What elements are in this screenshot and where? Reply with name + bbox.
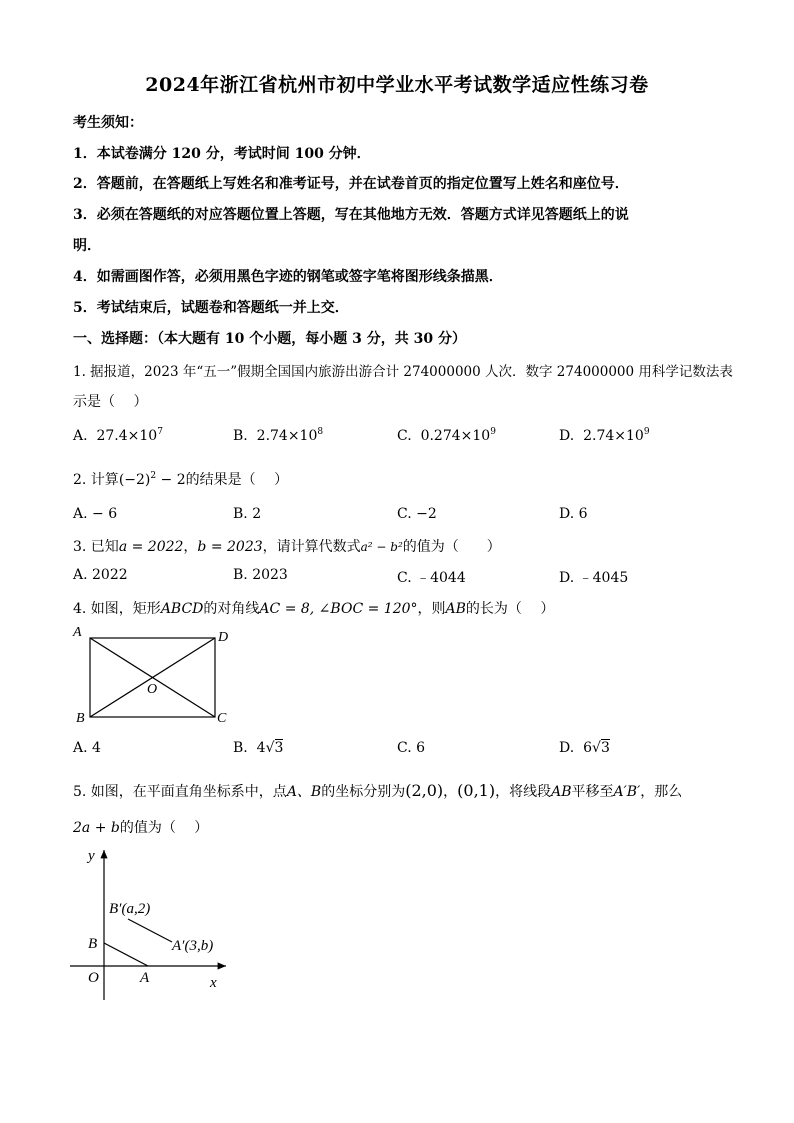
- q4-stem: [73, 598, 554, 618]
- q1-option-a-label: A.: [73, 428, 88, 444]
- q2-pre: 2. 计算: [73, 472, 119, 488]
- q4-shape: ABCD: [160, 601, 204, 617]
- q1-option-c-label: C.: [397, 428, 412, 444]
- q2-expr-rest: − 2: [156, 472, 186, 488]
- section-heading: 一、选择题：（本大题有 10 个小题，每小题 3 分，共 30 分）: [73, 331, 466, 347]
- q5-post: ，那么: [640, 784, 683, 800]
- q4-mid1: 的对角线: [203, 601, 260, 617]
- sqrt-icon: √: [592, 740, 601, 756]
- q5-seg: AB: [551, 784, 572, 800]
- sqrt-icon: √: [265, 740, 275, 756]
- q1-option-d[interactable]: [559, 428, 650, 444]
- q3-option-b[interactable]: B. 2023: [233, 567, 288, 583]
- q2-expr-base: (−2): [118, 472, 151, 488]
- vertex-a-label: A: [73, 625, 82, 640]
- x-axis-label: x: [210, 975, 217, 991]
- q4-cond: AC = 8, ∠BOC = 120°: [259, 601, 418, 617]
- q1-option-b-mantissa: 2.74×10: [256, 428, 318, 444]
- q5-pre: 5. 如图，在平面直角坐标系中，点: [73, 784, 287, 800]
- q1-option-c[interactable]: [397, 428, 496, 444]
- q4-pre: 4. 如图，矩形: [73, 601, 161, 617]
- point-a-label: A: [140, 970, 150, 986]
- q2-expr-exp: 2: [150, 471, 157, 481]
- q1-stem-line1: 1. 据报道，2023 年“五一”假期全国国内旅游出游合计 274000000 人次．数字 274000000 用科学记数法表: [73, 364, 733, 380]
- point-b-label: B: [88, 936, 98, 952]
- q4-mid2: ，则: [417, 601, 446, 617]
- point-ap-label: A′(3,b): [172, 938, 214, 954]
- q4-option-d-label: D.: [559, 740, 575, 756]
- q4-option-c-label: C. 6: [397, 740, 426, 756]
- q4-option-a-label: A. 4: [73, 740, 101, 756]
- center-o-label: O: [147, 682, 158, 697]
- q4-seg: AB: [445, 601, 466, 617]
- q1-option-d-label: D.: [559, 428, 575, 444]
- q5-line2-post: 的值为（ ）: [119, 820, 209, 836]
- point-bp-label: B′(a,2): [109, 901, 151, 917]
- q1-option-d-mantissa: 2.74×10: [583, 428, 644, 444]
- exam-title: 2024年浙江省杭州市初中学业水平考试数学适应性练习卷: [145, 74, 649, 96]
- q5-seg2: A′B′: [613, 784, 641, 800]
- q1-option-a[interactable]: [73, 428, 163, 444]
- notice-item-1: 1．本试卷满分 120 分，考试时间 100 分钟．: [73, 146, 371, 162]
- q5-coordinate-figure: [68, 842, 238, 1002]
- segment-ab: [104, 943, 148, 966]
- q3-mid: ，请计算代数式: [262, 539, 361, 555]
- q2-option-d[interactable]: D. 6: [559, 506, 588, 522]
- q4-option-a[interactable]: [73, 740, 101, 756]
- notice-item-2: 2．答题前，在答题纸上写姓名和准考证号，并在试卷首页的指定位置写上姓名和座位号．: [73, 176, 629, 192]
- q1-option-c-exp: 9: [490, 427, 496, 437]
- segment-apbp: [128, 919, 172, 942]
- q2-post: 的结果是（ ）: [185, 472, 289, 488]
- q3-option-d[interactable]: D. ﹣4045: [559, 570, 629, 586]
- q2-option-c[interactable]: C. −2: [397, 506, 437, 522]
- q5-mid3: 平移至: [571, 784, 614, 800]
- q3-post: 的值为（ ）: [402, 539, 501, 555]
- origin-label: O: [88, 970, 99, 986]
- q1-option-c-mantissa: 0.274×10: [420, 428, 491, 444]
- q5-mid: 的坐标分别为: [321, 784, 406, 800]
- q5-stem-line2: [73, 817, 208, 837]
- q4-post: 的长为（ ）: [465, 601, 555, 617]
- q5-sep: ，: [443, 784, 458, 800]
- q4-option-b-label: B.: [233, 740, 248, 756]
- q1-option-b[interactable]: [233, 428, 323, 444]
- q5-coord1: (2,0): [405, 781, 444, 800]
- q4-option-d-coef: 6: [583, 740, 593, 756]
- q1-option-b-exp: 8: [317, 427, 324, 437]
- q5-pts: A、B: [286, 784, 322, 800]
- q1-option-d-exp: 9: [643, 427, 650, 437]
- q3-stem: [73, 536, 501, 556]
- notice-item-4: 4．如需画图作答，必须用黑色字迹的钢笔或签字笔将图形线条描黑．: [73, 269, 503, 285]
- q3-eq1: a = 2022: [118, 539, 184, 555]
- vertex-c-label: C: [217, 711, 227, 726]
- q5-line2-expr: 2a + b: [73, 820, 120, 836]
- notice-item-3-cont: 明．: [73, 238, 101, 254]
- q2-option-a[interactable]: A. − 6: [73, 506, 118, 522]
- q3-expr: a² − b²: [360, 540, 403, 554]
- notice-item-3: 3．必须在答题纸的对应答题位置上答题，写在其他地方无效．答题方式详见答题纸上的说: [73, 207, 629, 223]
- q5-coord2: (0,1): [457, 781, 496, 800]
- q5-mid2: ，将线段: [495, 784, 552, 800]
- q1-option-a-exp: 7: [157, 427, 163, 437]
- q4-option-b-radicand: 3: [274, 740, 284, 756]
- q4-option-d[interactable]: [559, 740, 610, 756]
- q4-option-b[interactable]: [233, 740, 283, 756]
- q4-rectangle-figure: [70, 622, 240, 732]
- q4-option-b-coef: 4: [256, 740, 266, 756]
- q3-pre: 3. 已知: [73, 539, 119, 555]
- q4-option-d-radicand: 3: [600, 740, 610, 756]
- notice-heading: 考生须知：: [73, 115, 143, 131]
- q1-option-a-mantissa: 27.4×10: [96, 428, 158, 444]
- notice-item-5: 5．考试结束后，试题卷和答题纸一并上交．: [73, 300, 349, 316]
- q4-option-c[interactable]: [397, 740, 425, 756]
- q3-eq2: b = 2023: [197, 539, 263, 555]
- q2-option-b[interactable]: B. 2: [233, 506, 262, 522]
- q1-option-b-label: B.: [233, 428, 248, 444]
- q3-sep: ，: [183, 539, 198, 555]
- q2-stem: [73, 469, 288, 489]
- vertex-d-label: D: [218, 630, 229, 645]
- q5-stem-line1: [73, 781, 682, 801]
- q3-option-a[interactable]: A. 2022: [73, 567, 128, 583]
- y-axis-label: y: [88, 848, 95, 864]
- q1-stem-line2: 示是（ ）: [73, 394, 148, 410]
- q3-option-c[interactable]: C. ﹣4044: [397, 570, 466, 586]
- vertex-b-label: B: [76, 711, 85, 726]
